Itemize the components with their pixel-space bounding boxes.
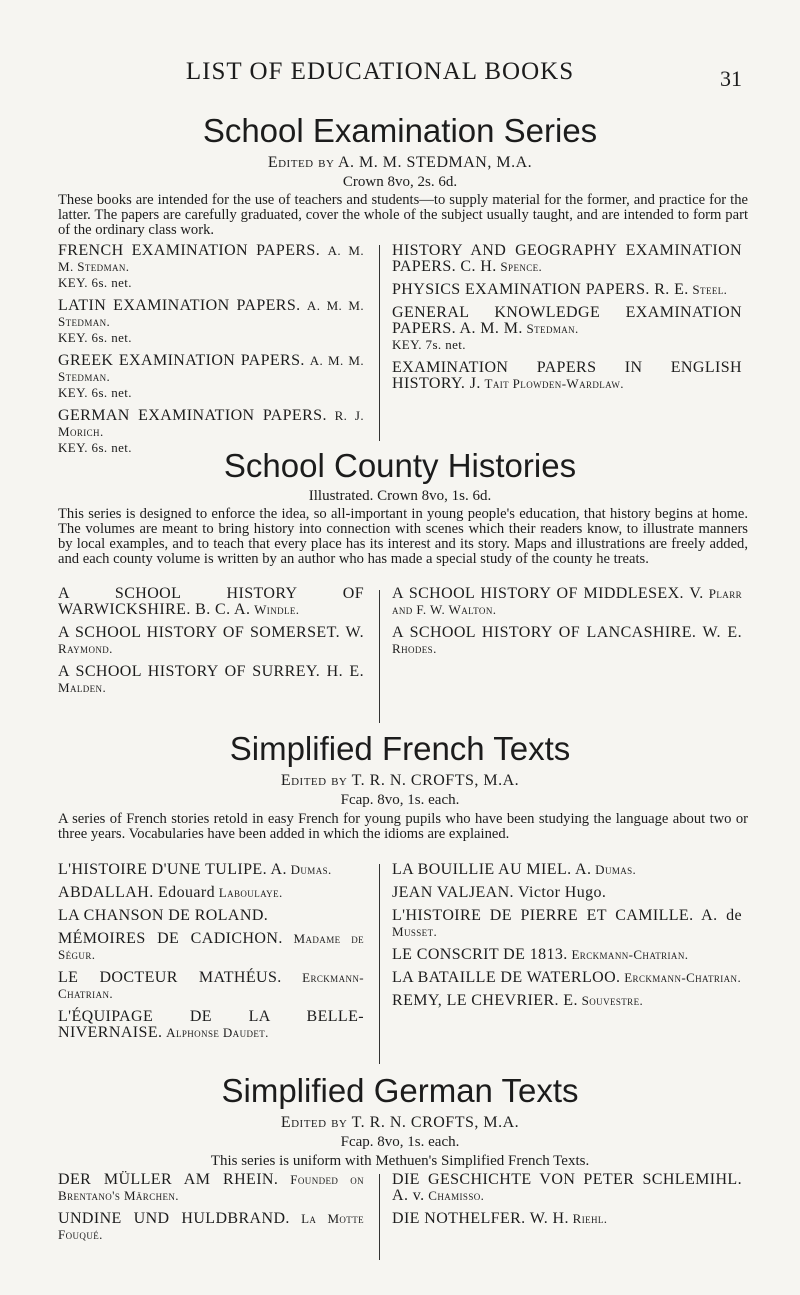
book-entry [58, 586, 364, 618]
book-title: LE DOCTEUR MATHÉUS. [58, 969, 282, 986]
book-entry [58, 1211, 364, 1243]
book-entry [58, 664, 364, 696]
list-right-examination [392, 243, 742, 399]
book-author: Musset. [392, 924, 438, 939]
book-author: Alphonse Daudet. [166, 1025, 269, 1040]
book-author: Rhodes. [392, 641, 437, 656]
book-title: LE CONSCRIT DE 1813. [392, 946, 568, 963]
book-author: Malden. [58, 680, 107, 695]
section-title-french: Simplified French Texts [229, 730, 571, 767]
book-author: Chamisso. [428, 1188, 485, 1203]
book-entry [58, 243, 364, 291]
book-title: ABDALLAH. Edouard [58, 884, 215, 901]
book-entry [392, 993, 742, 1009]
book-entry [392, 625, 742, 657]
page-number: 31 [720, 66, 742, 91]
book-title: DER MÜLLER AM RHEIN. [58, 1171, 279, 1188]
book-author: Erckmann-Chatrian. [624, 970, 742, 985]
list-left-french [58, 862, 364, 1048]
book-author: Steel. [692, 282, 728, 297]
book-title: LATIN EXAMINATION PAPERS. [58, 297, 301, 314]
book-entry [58, 298, 364, 346]
book-author: Souvestre. [581, 993, 644, 1008]
book-title: LA BATAILLE DE WATERLOO. [392, 969, 621, 986]
book-entry [392, 862, 742, 878]
book-author: Raymond. [58, 641, 113, 656]
running-head [0, 58, 800, 91]
description-examination: These books are intended for the use of teachers and students—to supply material for the former, and practice for the latter. The papers are carefully graduated, cover the whole of the subject usually taught, and are intended to form part of the ordinary class work. [58, 192, 748, 238]
list-right-county [392, 586, 742, 664]
editor-line-examination: Edited by A. M. M. STEDMAN, M.A. [267, 154, 533, 171]
book-title: A SCHOOL HISTORY OF SURREY. H. E. [58, 663, 364, 680]
column-divider [379, 245, 380, 441]
book-entry [392, 305, 742, 353]
book-title: GENERAL KNOWLEDGE EXAMINATION PAPERS. A. M. M. [392, 304, 742, 337]
book-author: Plarr and F. W. Walton. [392, 586, 742, 617]
column-divider [379, 864, 380, 1064]
book-entry [58, 931, 364, 963]
book-title: A SCHOOL HISTORY OF SOMERSET. W. [58, 624, 364, 641]
book-entry [58, 970, 364, 1002]
book-title: L'HISTOIRE D'UNE TULIPE. A. [58, 861, 287, 878]
list-left-county [58, 586, 364, 703]
book-title: UNDINE UND HULDBRAND. [58, 1210, 290, 1227]
book-title: JEAN VALJEAN. Victor Hugo. [392, 884, 607, 901]
book-entry [58, 862, 364, 878]
column-divider [379, 590, 380, 723]
section-title-county: School County Histories [223, 447, 577, 484]
book-entry [58, 1009, 364, 1041]
book-entry [58, 353, 364, 401]
editor-line-german: Edited by T. R. N. CROFTS, M.A. [280, 1114, 520, 1131]
book-author: Dumas. [290, 862, 332, 877]
book-author: R. J. Morich. [58, 408, 364, 439]
book-key: KEY. 6s. net. [58, 275, 132, 290]
book-author: Stedman. [526, 321, 579, 336]
book-title: HISTORY AND GEOGRAPHY EXAMINATION PAPERS. C. H. [392, 242, 742, 275]
format-line-examination: Crown 8vo, 2s. 6d. [342, 174, 458, 190]
book-entry [58, 908, 364, 924]
book-entry [392, 908, 742, 940]
format-line-county: Illustrated. Crown 8vo, 1s. 6d. [308, 488, 492, 504]
book-author: Tait Plowden-Wardlaw. [484, 376, 624, 391]
book-title: LA CHANSON DE ROLAND. [58, 907, 269, 924]
book-title: A SCHOOL HISTORY OF WARWICKSHIRE. B. C. A. [58, 585, 364, 618]
book-title: GERMAN EXAMINATION PAPERS. [58, 407, 327, 424]
book-author: Laboulaye. [218, 885, 283, 900]
column-divider [379, 1174, 380, 1260]
book-title: REMY, LE CHEVRIER. E. [392, 992, 578, 1009]
book-entry [392, 885, 742, 901]
book-key: KEY. 7s. net. [392, 337, 466, 352]
book-author: Dumas. [595, 862, 637, 877]
book-entry [392, 970, 742, 986]
book-entry [392, 586, 742, 618]
book-title: MÉMOIRES DE CADICHON. [58, 930, 283, 947]
book-title: L'HISTOIRE DE PIERRE ET CAMILLE. A. de [392, 907, 742, 924]
book-title: FRENCH EXAMINATION PAPERS. [58, 242, 321, 259]
list-left-examination [58, 243, 364, 463]
book-entry [58, 625, 364, 657]
book-entry [392, 947, 742, 963]
book-author: A. M. M. Stedman. [58, 353, 365, 384]
description-county: This series is designed to enforce the idea, so all-important in young people's education, that history begins at home. The volumes are meant to bring history into connection with scenes which their readers know, to illustrate manners by local examples, and to teach that every place has its interest and its story. Maps and illustrations are freely added, and each county volume is written by an author who has made a special study of the county he treats. [58, 506, 748, 567]
section-title-german: Simplified German Texts [221, 1072, 579, 1109]
format-line-german: Fcap. 8vo, 1s. each. [340, 1134, 460, 1150]
book-author: Madame de Ségur. [58, 931, 365, 962]
book-title: PHYSICS EXAMINATION PAPERS. R. E. [392, 281, 689, 298]
list-right-german [392, 1172, 742, 1234]
book-key: KEY. 6s. net. [58, 330, 132, 345]
description-french: A series of French stories retold in easy French for young pupils who have been studying the language about two or three years. Vocabularies have been added in which the idioms are explained. [58, 811, 748, 842]
book-title: LA BOUILLIE AU MIEL. A. [392, 861, 592, 878]
book-key: KEY. 6s. net. [58, 385, 132, 400]
section-title-examination: School Examination Series [202, 112, 598, 149]
book-entry [58, 885, 364, 901]
book-title: DIE NOTHELFER. W. H. [392, 1210, 569, 1227]
list-right-french [392, 862, 742, 1016]
book-entry [392, 243, 742, 275]
book-title: L'ÉQUIPAGE DE LA BELLE-NIVERNAISE. [58, 1008, 364, 1041]
description-german: This series is uniform with Methuen's Simplified French Texts. [210, 1153, 590, 1169]
book-title: DIE GESCHICHTE VON PETER SCHLEMIHL. A. v. [392, 1171, 742, 1204]
book-author: Windle. [254, 602, 300, 617]
book-author: La Motte Fouqué. [58, 1211, 364, 1242]
book-author: A. M. M. Stedman. [58, 243, 364, 274]
book-author: Spence. [500, 259, 543, 274]
book-author: Erckmann-Chatrian. [58, 970, 365, 1001]
book-author: Erckmann-Chatrian. [571, 947, 689, 962]
book-title: A SCHOOL HISTORY OF LANCASHIRE. W. E. [392, 624, 742, 641]
list-left-german [58, 1172, 364, 1250]
running-title: LIST OF EDUCATIONAL BOOKS [185, 58, 575, 85]
book-entry [58, 1172, 364, 1204]
book-entry [392, 1211, 742, 1227]
book-entry [392, 1172, 742, 1204]
book-title: A SCHOOL HISTORY OF MIDDLESEX. V. [392, 585, 704, 602]
book-title: GREEK EXAMINATION PAPERS. [58, 352, 305, 369]
book-entry [392, 360, 742, 392]
book-author: Founded on Brentano's Märchen. [58, 1172, 364, 1203]
book-entry [392, 282, 742, 298]
book-title: EXAMINATION PAPERS IN ENGLISH HISTORY. J. [392, 359, 742, 392]
book-key: KEY. 6s. net. [58, 440, 132, 455]
book-author: Riehl. [572, 1211, 608, 1226]
book-author: A. M. M. Stedman. [58, 298, 365, 329]
format-line-french: Fcap. 8vo, 1s. each. [340, 792, 460, 808]
editor-line-french: Edited by T. R. N. CROFTS, M.A. [280, 772, 520, 789]
